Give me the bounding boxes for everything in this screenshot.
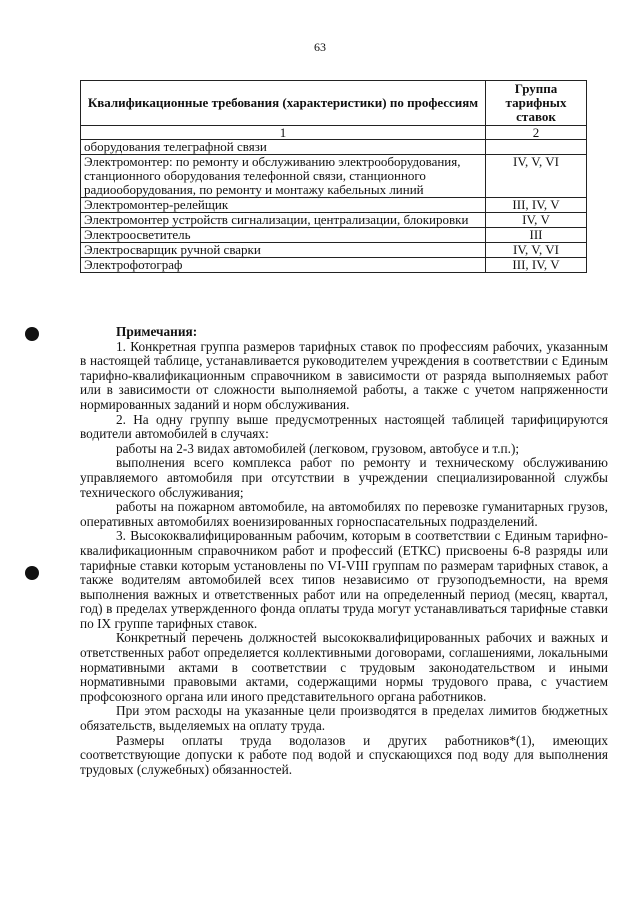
qualification-table: [80, 80, 587, 273]
profession-cell: Электросварщик ручной сварки: [81, 243, 486, 258]
profession-cell: Электроосветитель: [81, 228, 486, 243]
note-paragraph: 2. На одну группу выше предусмотренных настоящей таблицей тарифицируются водители автомобилей в случаях:: [80, 411, 608, 442]
group-cell: [486, 140, 587, 155]
table-row: [81, 243, 587, 258]
group-cell: III, IV, V: [486, 198, 587, 213]
group-cell: IV, V: [486, 213, 587, 228]
group-cell: IV, V, VI: [486, 155, 587, 198]
table-row: [81, 258, 587, 273]
column-number-2: 2: [486, 126, 587, 140]
group-cell: IV, V, VI: [486, 243, 587, 258]
punch-hole-top: [25, 327, 39, 341]
group-cell: III: [486, 228, 587, 243]
table-row: [81, 198, 587, 213]
profession-cell: Электрофотограф: [81, 258, 486, 273]
table-row: [81, 155, 587, 198]
table-row: [81, 213, 587, 228]
note-paragraph: работы на 2-3 видах автомобилей (легковом, грузовом, автобусе и т.п.);: [116, 440, 520, 456]
profession-cell: Электромонтер устройств сигнализации, централизации, блокировки: [81, 213, 486, 228]
note-paragraph: 1. Конкретная группа размеров тарифных ставок по профессиям рабочих, указанным в настоящей таблице, устанавливается руководителем учреждения в соответствии с Единым тарифно-квалификационным справочником в зависимости от разряда выполняемых работ или в зависимости от сложности выполняемой работы, а также с учетом напряженности нормированных заданий и норм обслуживания.: [80, 338, 608, 412]
note-paragraph: работы на пожарном автомобиле, на автомобилях по перевозке гуманитарных грузов, оперативных автомобилях военизированных горноспасательных подразделений.: [80, 499, 608, 529]
note-paragraph: Конкретный перечень должностей высококвалифицированных рабочих и важных и ответственных работ определяется коллективными договорами, соглашениями, локальными нормативными актами в соответствии с трудовым законодательством и иными нормативными правовыми актами, содержащими нормы трудового права, с участием профсоюзного органа или иного представительного органа работников.: [80, 630, 608, 704]
table-row: [81, 228, 587, 243]
note-paragraph: 3. Высококвалифицированным рабочим, которым в соответствии с Единым тарифно-квалификационным справочником работ и профессий (ЕТКС) присвоены 6-8 разряды или тарифные ставки которым установлены по VI-VIII группам по размерам тарифных ставок, а также водителям автомобилей всех типов независимо от грузоподъемности, на время выполнения важных и ответственных работ или на определенный период (месяц, квартал, год) в пределах утвержденного фонда оплаты труда могут устанавливаться тарифные ставки по IX группе тарифных ставок.: [80, 528, 608, 631]
punch-hole-bottom: [25, 566, 39, 580]
table-row: [81, 140, 587, 155]
note-paragraph: При этом расходы на указанные цели производятся в пределах лимитов бюджетных обязательств, выделяемых на оплату труда.: [80, 703, 608, 734]
header-group: Группа тарифных ставок: [486, 81, 587, 126]
profession-cell: Электромонтер-релейщик: [81, 198, 486, 213]
note-paragraph: Размеры оплаты труда водолазов и других работников*(1), имеющих соответствующие допуски к работе под водой и спускающихся под воду для выполнения трудовых (служебных) обязанностей.: [80, 732, 608, 777]
profession-cell: оборудования телеграфной связи: [81, 140, 486, 155]
header-qualification: Квалификационные требования (характеристики) по профессиям: [81, 81, 486, 126]
note-paragraph: выполнения всего комплекса работ по ремонту и техническому обслуживанию управляемого автомобиля при отсутствии в учреждении специализированной службы технического обслуживания;: [80, 455, 608, 500]
column-number-1: 1: [81, 126, 486, 140]
notes-section: [80, 325, 608, 777]
group-cell: III, IV, V: [486, 258, 587, 273]
profession-cell: Электромонтер: по ремонту и обслуживанию электрооборудования, станционного оборудования телефонной связи, станционного радиооборудования, по ремонту и монтажу кабельных линий: [81, 155, 486, 198]
notes-heading: Примечания:: [116, 324, 198, 339]
page-number: 63: [314, 40, 326, 54]
